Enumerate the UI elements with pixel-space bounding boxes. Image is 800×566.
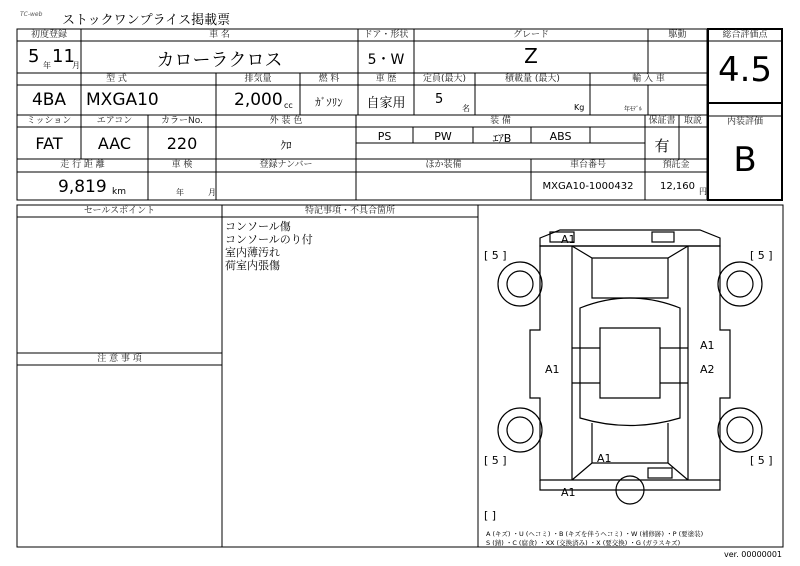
- label-manual: 取説: [683, 116, 702, 126]
- deposit-value: 12,160: [660, 181, 695, 192]
- warranty-value: 有: [654, 137, 670, 155]
- label-plate: 登録ナンバー: [259, 160, 313, 170]
- label-color-no: カラーNo.: [161, 116, 203, 126]
- label-remarks: 特記事項・不具合箇所: [304, 206, 395, 216]
- label-interior-score: 内装評価: [726, 117, 763, 127]
- reg-month-unit: 月: [72, 61, 80, 70]
- cc-unit: cc: [284, 101, 293, 110]
- model-year-unit: 年ﾓﾃﾞﾙ: [624, 106, 643, 113]
- equipment-pw: PW: [434, 130, 452, 143]
- remarks-list: [225, 220, 313, 272]
- label-history: 車 歴: [375, 74, 397, 84]
- label-displacement: 排気量: [244, 74, 272, 84]
- label-exterior-color: 外 装 色: [269, 116, 303, 126]
- label-name: 車 名: [209, 30, 230, 40]
- mission-value: FAT: [35, 134, 63, 153]
- mark-rear-upper: A1: [597, 452, 612, 465]
- spare-tire-label: [ ]: [484, 509, 497, 522]
- mark-front-top: A1: [561, 233, 576, 246]
- label-door-type: ドア・形状: [363, 30, 409, 40]
- label-mission: ミッション: [26, 116, 72, 126]
- list-item: 荷室内張傷: [225, 259, 280, 272]
- label-equipment: 装 備: [490, 116, 511, 126]
- label-chassis-no: 車台番号: [569, 160, 606, 170]
- version-label: ver. 00000001: [724, 550, 783, 559]
- color-no-value: 220: [166, 134, 198, 153]
- grade-value: Z: [524, 44, 538, 68]
- list-item: 室内薄汚れ: [225, 246, 280, 259]
- overall-score-value: 4.5: [717, 50, 773, 90]
- inspection-year-unit: 年: [176, 188, 184, 197]
- label-aircon: エアコン: [96, 116, 133, 126]
- legend-line-1: A (キズ) ・U (ヘコミ) ・B (キズを伴うヘコミ) ・W (補修跡) ・P (要塗装): [486, 530, 704, 538]
- label-capacity: 定員(最大): [422, 74, 467, 84]
- reg-year-unit: 年: [43, 61, 51, 70]
- label-model: 型 式: [106, 74, 127, 84]
- interior-score-value: B: [733, 140, 757, 180]
- tire-front-right: [ 5 ]: [750, 249, 773, 262]
- label-drive: 駆動: [668, 30, 687, 40]
- mark-side-right: A2: [700, 363, 715, 376]
- displacement-value: 2,000: [234, 90, 283, 110]
- label-import: 輸 入 車: [632, 74, 665, 84]
- list-item: コンソールのり付: [225, 233, 313, 246]
- equipment-abs: ABS: [549, 130, 572, 143]
- equipment-ps: PS: [377, 130, 392, 143]
- reg-month: 11: [52, 46, 75, 67]
- km-unit: km: [112, 187, 126, 197]
- car-damage-diagram: [480, 218, 780, 518]
- car-name: カローラクロス: [156, 50, 283, 71]
- inspection-month-unit: 月: [208, 188, 216, 197]
- logo: TC-web: [20, 11, 43, 18]
- equipment-airbag: ｴｱB: [492, 132, 512, 145]
- tire-rear-right: [ 5 ]: [750, 454, 773, 467]
- capacity-value: 5: [435, 92, 444, 107]
- page-title: ストックワンプライス掲載票: [62, 13, 231, 28]
- kg-unit: Kg: [574, 103, 585, 112]
- mark-side-right-upper: A1: [700, 339, 715, 352]
- label-mileage: 走 行 距 離: [60, 160, 105, 170]
- reg-year: 5: [28, 46, 40, 67]
- legend-line-2: S (錆) ・C (腐食) ・XX (交換済み) ・X (要交換) ・G (ガラスキズ): [486, 539, 681, 547]
- person-unit: 名: [462, 104, 470, 113]
- label-first-reg: 初度登録: [30, 30, 67, 40]
- chassis-no-value: MXGA10-1000432: [542, 181, 634, 192]
- yen-unit: 円: [699, 187, 707, 196]
- label-deposit: 預託金: [662, 160, 690, 170]
- mark-side-left: A1: [545, 363, 560, 376]
- mark-rear-bottom: A1: [561, 486, 576, 499]
- label-load: 積載量 (最大): [505, 74, 560, 84]
- label-overall-score: 総合評価点: [722, 30, 768, 40]
- tire-front-left: [ 5 ]: [484, 249, 507, 262]
- label-warranty: 保証書: [648, 116, 676, 126]
- fuel-value: ｶﾞｿﾘﾝ: [315, 96, 343, 109]
- mileage-value: 9,819: [58, 177, 107, 197]
- label-notes: 注 意 事 項: [97, 354, 142, 364]
- history-value: 自家用: [366, 96, 406, 111]
- exterior-color-value: ｸﾛ: [280, 139, 292, 152]
- model-code-value: MXGA10: [86, 90, 159, 110]
- label-fuel: 燃 料: [318, 74, 340, 84]
- list-item: コンソール傷: [225, 220, 291, 233]
- label-sales-point: セールスポイント: [83, 206, 156, 216]
- label-inspection: 車 検: [171, 160, 193, 170]
- tire-rear-left: [ 5 ]: [484, 454, 507, 467]
- door-value: 5・W: [367, 52, 405, 68]
- label-other-equipment: ほか装備: [425, 160, 462, 170]
- model-value: 4BA: [31, 90, 67, 110]
- label-grade: グレード: [512, 30, 549, 40]
- aircon-value: AAC: [97, 134, 132, 153]
